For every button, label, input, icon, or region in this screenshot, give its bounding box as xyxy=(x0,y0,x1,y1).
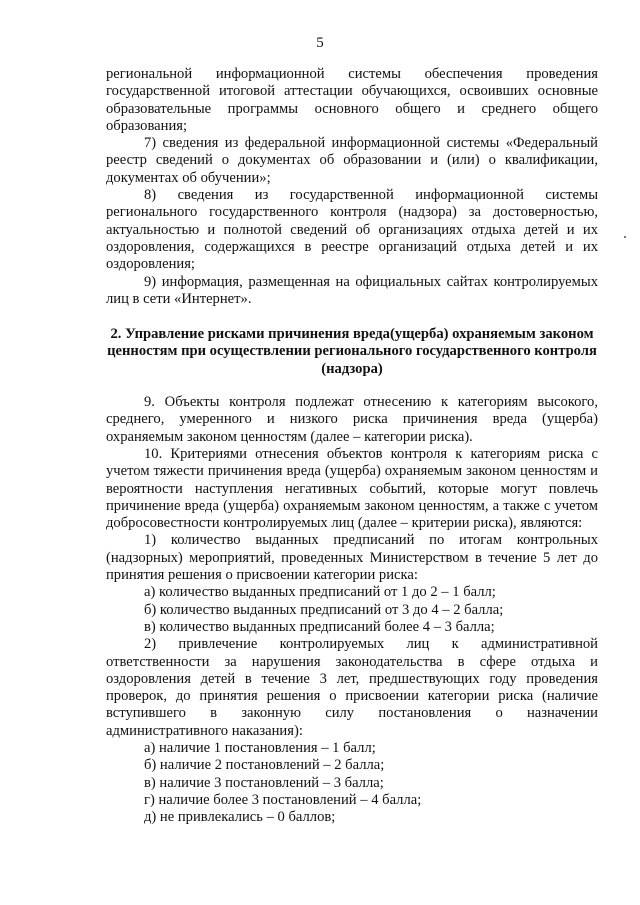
paragraph-item-7: 7) сведения из федеральной информационной системы «Федеральный реестр сведений о документах об образовании и (или) о квалификации, документах об обучении»; xyxy=(106,135,598,186)
paragraph-item-9: 9) информация, размещенная на официальных сайтах контролируемых лиц в сети «Интернет». xyxy=(106,273,598,307)
page-number: 5 xyxy=(316,35,324,51)
scan-speck xyxy=(624,236,626,238)
section-heading: 2. Управление рисками причинения вреда(ущерба) охраняемым законом ценностям при осуществлении регионального государственного контроля (надзора) xyxy=(107,326,597,377)
paragraph-clause-10: 10. Критериями отнесения объектов контроля к категориям риска с учетом тяжести причинения вреда (ущерба) охраняемым законом ценностям и вероятности наступления негативных событий, которые могут повлечь причинение вреда (ущерба) охраняемым законом ценностям, а также с учетом добросовестности контролируемых лиц (далее – критерии риска), являются: xyxy=(106,445,598,532)
list-item: в) количество выданных предписаний более 4 – 3 балла; xyxy=(144,618,495,635)
list-item: а) количество выданных предписаний от 1 до 2 – 1 балл; xyxy=(144,584,496,601)
list-item: а) наличие 1 постановления – 1 балл; xyxy=(144,739,376,756)
list-item: б) количество выданных предписаний от 3 до 4 – 2 балла; xyxy=(144,601,504,618)
paragraph-criterion-1: 1) количество выданных предписаний по итогам контрольных (надзорных) мероприятий, проведенных Министерством в течение 5 лет до принятия решения о присвоении категории риска: xyxy=(106,532,598,584)
document-body xyxy=(106,66,598,826)
paragraph-continuation: региональной информационной системы обеспечения проведения государственной итоговой аттестации обучающихся, освоивших основные образовательные программы основного общего и среднего общего образования; xyxy=(106,66,598,134)
paragraph-item-8: 8) сведения из государственной информационной системы регионального государственного контроля (надзора) за достоверностью, актуальностью и полнотой сведений об организациях отдыха детей и их оздоровления, содержащихся в реестре организаций отдыха детей и их оздоровления; xyxy=(106,187,598,273)
paragraph-criterion-2: 2) привлечение контролируемых лиц к административной ответственности за нарушения законодательства в сфере отдыха и оздоровления детей в течение 3 лет, предшествующих году проведения проверок, до принятия решения о присвоении категории риска (наличие вступившего в законную силу постановления о назначении административного наказания): xyxy=(106,636,598,739)
list-item: в) наличие 3 постановлений – 3 балла; xyxy=(144,774,384,791)
list-item: д) не привлекались – 0 баллов; xyxy=(144,809,336,826)
paragraph-clause-9: 9. Объекты контроля подлежат отнесению к категориям высокого, среднего, умеренного и низкого риска причинения вреда (ущерба) охраняемым законом ценностям (далее – категории риска). xyxy=(106,394,598,445)
list-item: г) наличие более 3 постановлений – 4 балла; xyxy=(144,791,422,808)
list-item: б) наличие 2 постановлений – 2 балла; xyxy=(144,757,385,774)
